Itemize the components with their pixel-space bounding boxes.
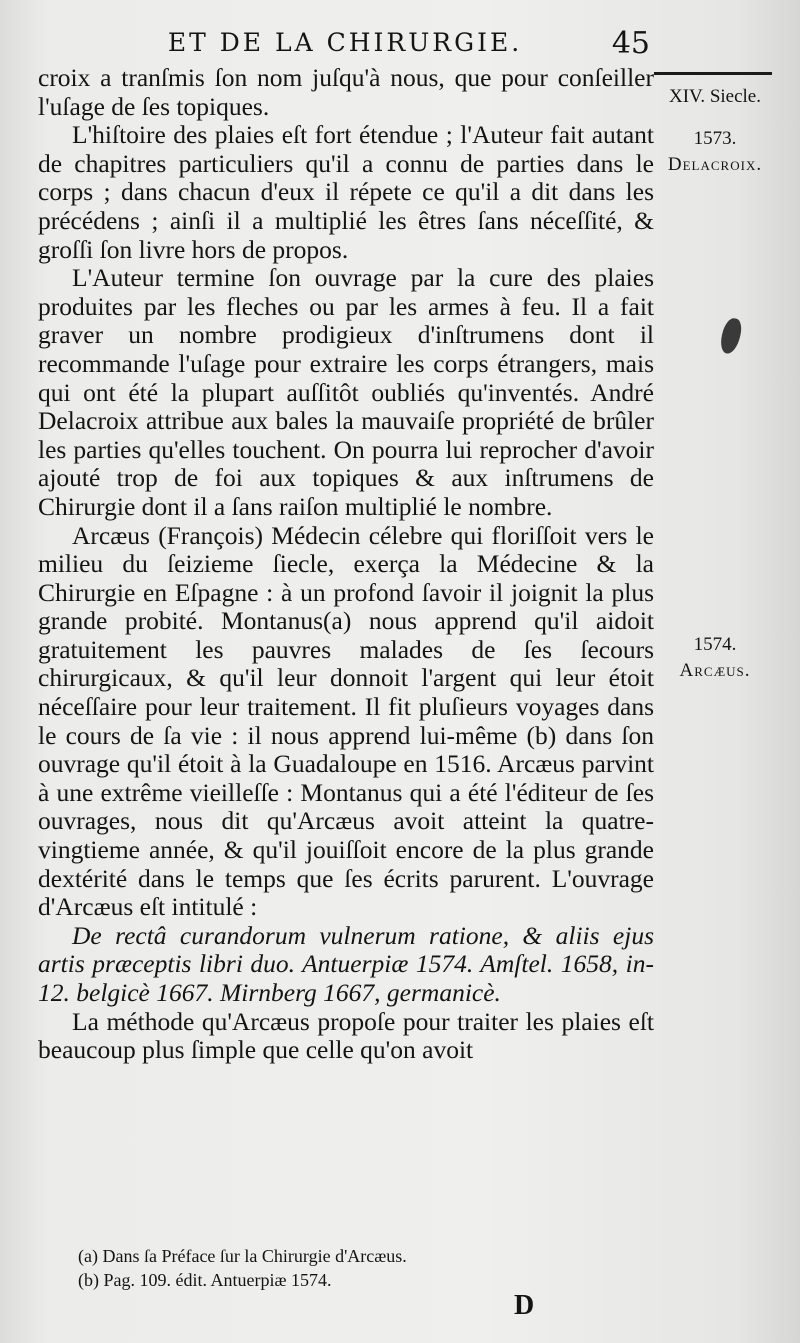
- paragraph-arcaeus: Arcæus (François) Médecin célebre qui floriſſoit vers le milieu du ſeizieme ſiecle, exerça la Médecine & la Chirurgie en Eſpagne : à un profond ſavoir il joignit la plus grande probité. Montanus(a) nous apprend qu'il aidoit gratuitement les pauvres malades de ſes ſecours chirurgicaux, & qu'il leur donnoit l'argent qui leur étoit néceſſaire pour leur traitement. Il fit pluſieurs voyages dans le cours de ſa vie : il nous apprend lui-même (b) dans ſon ouvrage qu'il étoit à la Guadaloupe en 1516. Arcæus parvint à une extrême vieilleſſe : Montanus qui a été l'éditeur de ſes ouvrages, nous dit qu'Arcæus avoit atteint la quatre-vingtieme année, & qu'il jouiſſoit encore de la plus grande dextérité dans le temps que ſes écrits parurent. L'ouvrage d'Arcæus eſt intitulé :: [38, 520, 654, 922]
- paragraph-author-conclusion: L'Auteur termine ſon ouvrage par la cure des plaies produites par les fleches ou par les armes à feu. Il a fait graver un nombre prodigieux d'inſtrumens dont il recommande l'uſage pour extraire les corps étrangers, mais qui ont été la plupart auſſitôt oubliés qu'inventés. André Delacroix attribue aux bales la mauvaiſe propriété de brûler les parties qu'elles touchent. On pourra lui reprocher d'avoir ajouté trop de foi aux topiques & aux inſtrumens de Chirurgie dont il a ſans raiſon multiplié le nombre.: [38, 263, 654, 521]
- work-title: De rectâ curandorum vulnerum ratione, & aliis ejus artis præceptis libri duo. Antuerpiæ 1574. Amſtel. 1658, in-12. belgicè 1667. Mirnberg 1667, germanicè.: [38, 920, 654, 1007]
- margin-name-delacroix: Delacroix.: [667, 154, 763, 175]
- footnote-b: (b) Pag. 109. édit. Antuerpiæ 1574.: [78, 1270, 332, 1290]
- margin-year-1573: 1573.: [693, 128, 737, 149]
- footnote-a: (a) Dans ſa Préface ſur la Chirurgie d'Arcæus.: [78, 1246, 407, 1266]
- signature-mark: D: [514, 1290, 535, 1321]
- running-title: ET DE LA CHIRURGIE.: [167, 28, 523, 57]
- margin-name-arcaeus: Arcæus.: [679, 660, 751, 681]
- paragraph-method: La méthode qu'Arcæus propoſe pour traiter les plaies eſt beaucoup plus ſimple que celle qu'on avoit: [38, 1006, 654, 1065]
- margin-century: XIV. Siecle.: [669, 86, 761, 107]
- margin-rule: [654, 72, 772, 75]
- paragraph-wound-history: L'hiſtoire des plaies eſt fort étendue ; l'Auteur fait autant de chapitres particuliers qu'il a connu de parties dans le corps ; dans chacun d'eux il répete ce qu'il a dit dans les précédens ; ainſi il a multiplié les êtres ſans néceſſité, & groſſi ſon livre hors de propos.: [38, 120, 654, 264]
- margin-year-1574: 1574.: [693, 634, 737, 655]
- page-header: [120, 26, 650, 62]
- margin-notes: [650, 68, 780, 681]
- paragraph-continuation: croix a tranſmis ſon nom juſqu'à nous, que pour conſeiller l'uſage de ſes topiques.: [38, 63, 654, 121]
- footnotes: [78, 1244, 638, 1292]
- ink-smudge: [718, 317, 743, 356]
- main-text: [38, 64, 654, 1065]
- page-number: 45: [611, 26, 650, 61]
